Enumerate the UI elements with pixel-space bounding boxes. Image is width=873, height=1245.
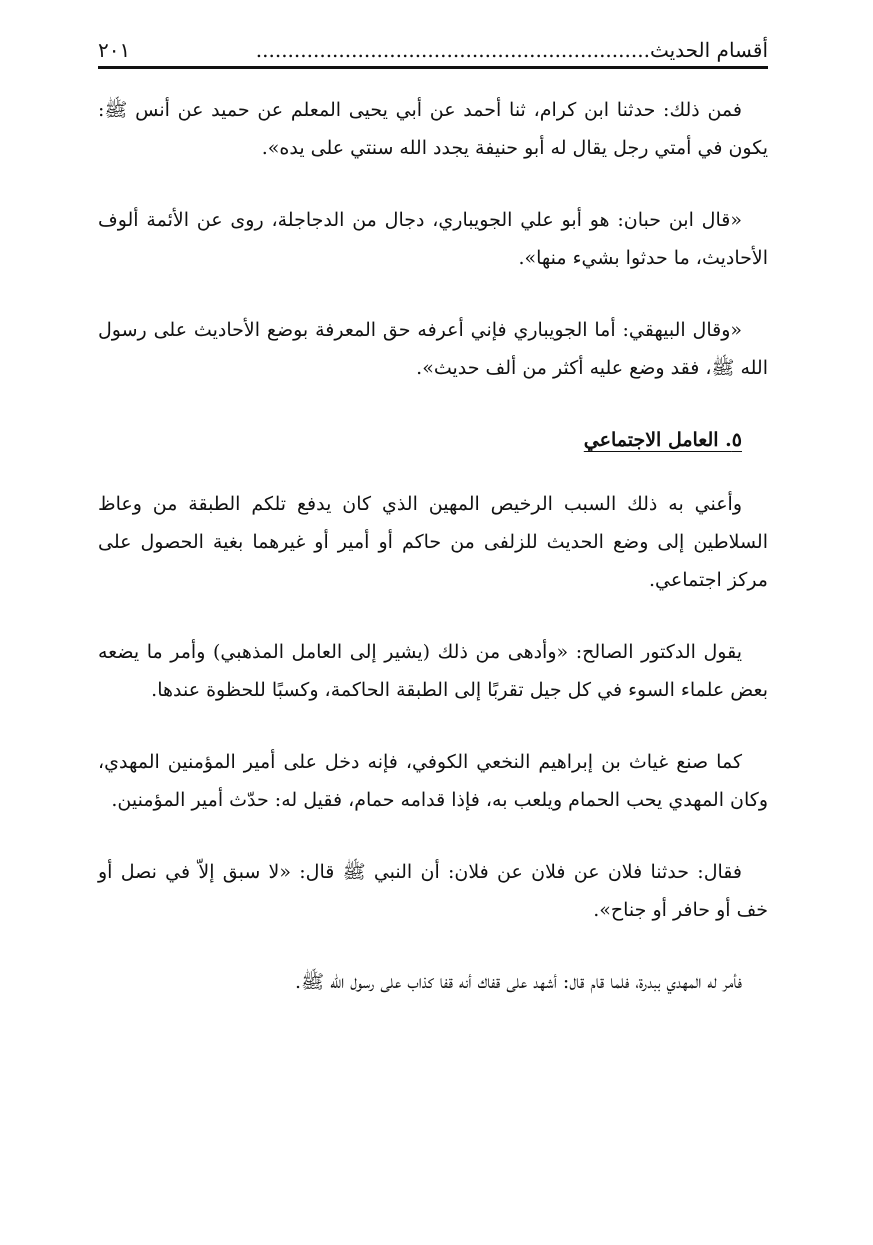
running-header-title: أقسام الحديث [649,38,768,62]
paragraph-ibn-hibban: «قال ابن حبان: هو أبو علي الجويباري، دجال من الدجاجلة، روى عن الأئمة ألوف الأحاديث، ما حدثوا بشيء منها». [98,209,768,269]
running-header-leader-dots: .............................................................. [255,38,650,62]
paragraph-hadith-quote: فقال: حدثنا فلان عن فلان عن فلان: أن النبي ﷺ قال: «لا سبق إلاّ في نصل أو خف أو حافر أو جناح». [98,861,768,921]
paragraph-ghiyath: كما صنع غياث بن إبراهيم النخعي الكوفي، فإنه دخل على أمير المؤمنين المهدي، وكان المهدي يحب الحمام ويلعب به، فإذا قدامه حمام، فقيل له: حدّث أمير المؤمنين. [98,751,768,811]
paragraph-ibn-karam: فمن ذلك: حدثنا ابن كرام، ثنا أحمد عن أبي يحيى المعلم عن حميد عن أنس ﷺ: يكون في أمتي رجل يقال له أبو حنيفة يجدد الله سنتي على يده». [98,99,768,159]
paragraph-dr-salih: يقول الدكتور الصالح: «وأدهى من ذلك (يشير إلى العامل المذهبي) وأمر ما يضعه بعض علماء السوء في كل جيل تقربًا إلى الطبقة الحاكمة، وكسبًا للحظوة عندها. [98,641,768,701]
page-body [98,91,768,1001]
page-number: ٢٠١ [98,38,131,62]
running-header [98,34,768,64]
paragraph-bayhaqi: «وقال البيهقي: أما الجويباري فإني أعرفه حق المعرفة بوضع الأحاديث على رسول الله ﷺ، فقد وضع عليه أكثر من ألف حديث». [98,319,768,379]
paragraph-mahdi: فأمر له المهدي ببدرة، فلما قام قال: أشهد على قفاك أنه قفا كذاب على رسول الله ﷺ. [295,971,742,993]
header-rule [98,66,768,69]
running-header-title-group [136,36,768,64]
section-heading: ٥. العامل الاجتماعي [583,429,742,451]
book-page [98,34,768,1035]
paragraph-social-factor: وأعني به ذلك السبب الرخيص المهين الذي كان يدفع تلكم الطبقة من وعاظ السلاطين إلى وضع الحديث للزلفى من حاكم أو أمير أو غيرهما بغية الحصول على مركز اجتماعي. [98,493,768,591]
